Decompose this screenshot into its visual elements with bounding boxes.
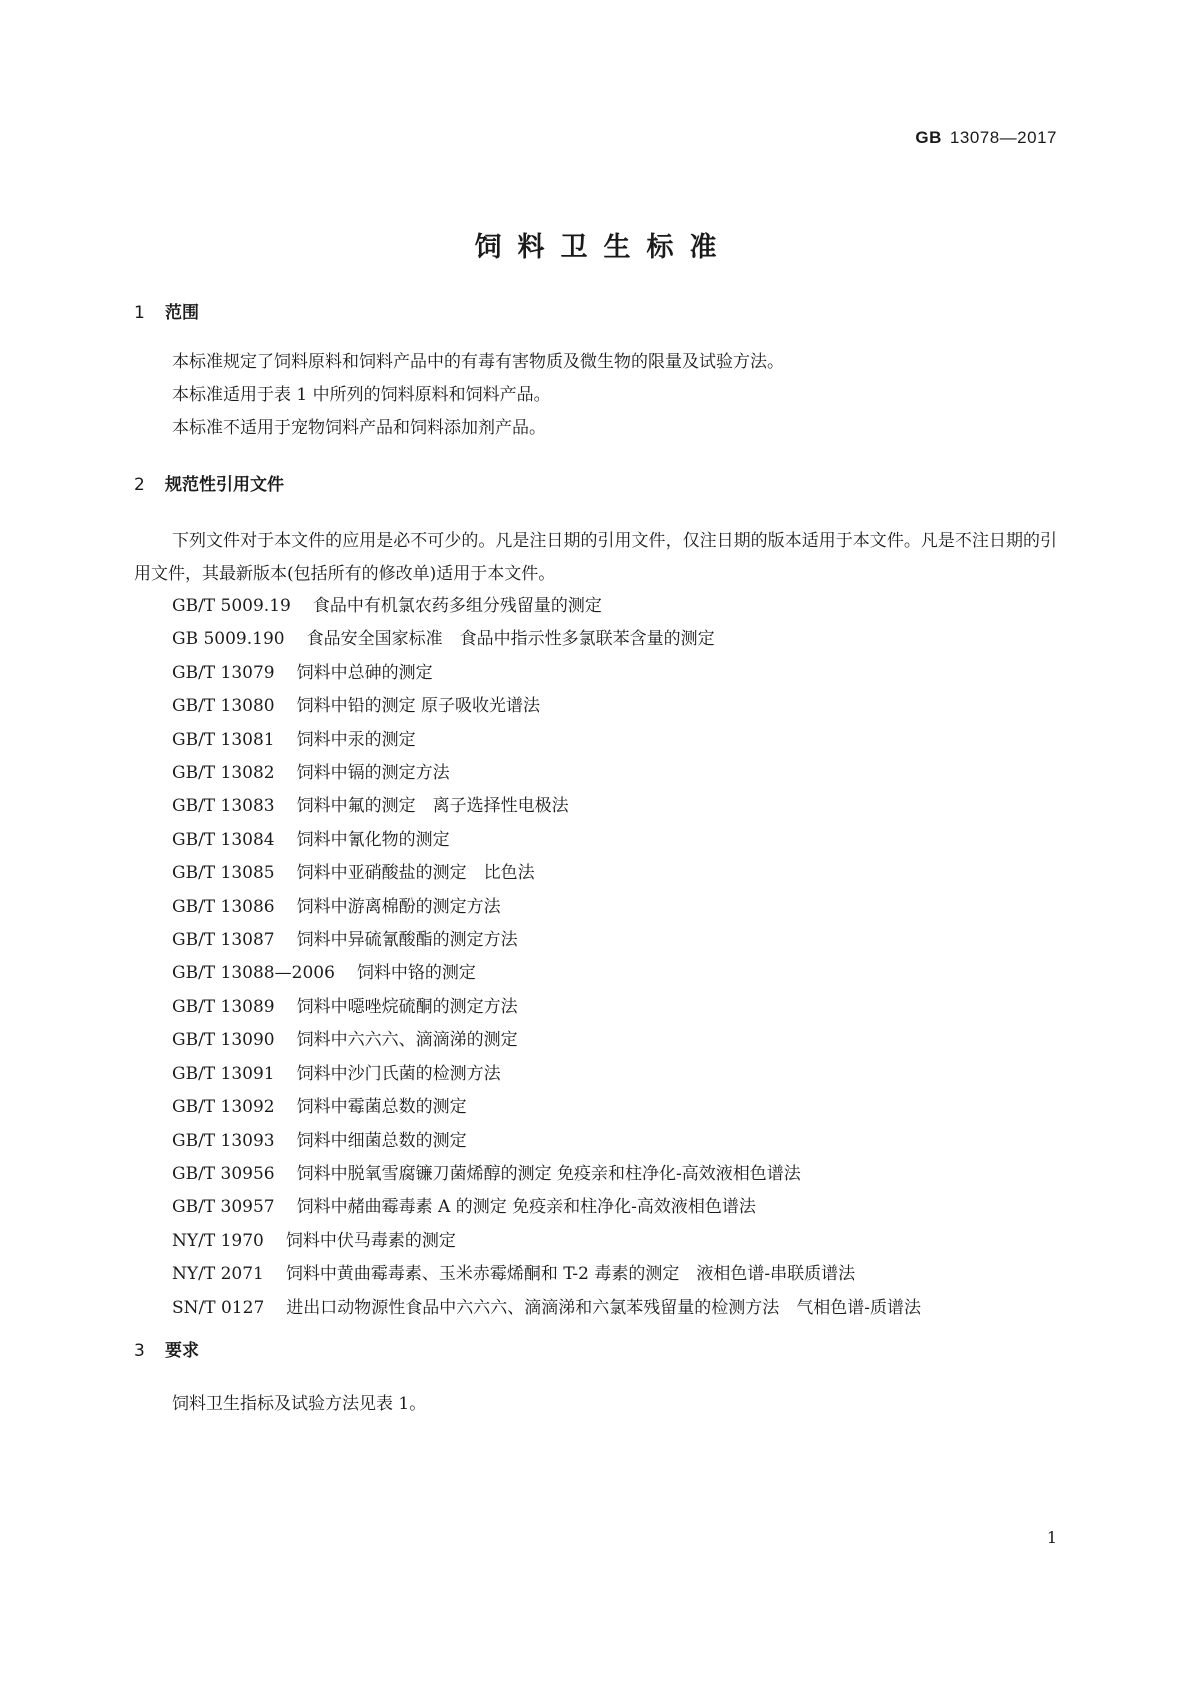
reference-code: NY/T 1970 xyxy=(172,1230,264,1251)
reference-title: 饲料中霉菌总数的测定 xyxy=(296,1097,467,1118)
standard-code-prefix: GB xyxy=(915,128,942,147)
section-title: 范围 xyxy=(165,303,199,323)
reference-title: 进出口动物源性食品中六六六、滴滴涕和六氯苯残留量的检测方法 气相色谱-质谱法 xyxy=(286,1297,922,1318)
section-number: 2 xyxy=(134,475,145,495)
reference-item xyxy=(134,1125,1057,1158)
reference-item xyxy=(134,824,1057,857)
reference-title: 饲料中赭曲霉毒素 A 的测定 免疫亲和柱净化-高效液相色谱法 xyxy=(296,1197,756,1218)
reference-title: 饲料中汞的测定 xyxy=(296,729,416,750)
reference-item xyxy=(134,790,1057,823)
reference-title: 饲料中游离棉酚的测定方法 xyxy=(296,896,501,917)
reference-item xyxy=(134,1292,1057,1325)
reference-code: GB/T 13091 xyxy=(172,1063,275,1084)
section-number: 1 xyxy=(134,303,145,323)
reference-title: 饲料中黄曲霉毒素、玉米赤霉烯酮和 T-2 毒素的测定 液相色谱-串联质谱法 xyxy=(285,1264,856,1285)
scope-body xyxy=(134,346,1057,445)
reference-list xyxy=(134,590,1057,1325)
reference-title: 食品中有机氯农药多组分残留量的测定 xyxy=(312,596,602,616)
reference-item xyxy=(134,623,1057,656)
requirements-body xyxy=(134,1388,1057,1421)
reference-title: 饲料中氰化物的测定 xyxy=(296,829,450,850)
standard-code-number: 13078—2017 xyxy=(949,128,1057,147)
reference-item xyxy=(134,1091,1057,1124)
reference-title: 饲料中伏马毒素的测定 xyxy=(285,1230,456,1251)
scope-paragraph: 本标准规定了饲料原料和饲料产品中的有毒有害物质及微生物的限量及试验方法。 xyxy=(172,352,784,372)
reference-code: NY/T 2071 xyxy=(172,1264,264,1285)
reference-item xyxy=(134,924,1057,957)
reference-code: GB/T 13085 xyxy=(172,863,275,884)
reference-item xyxy=(134,657,1057,690)
reference-code: GB/T 5009.19 xyxy=(172,596,291,616)
reference-item xyxy=(134,991,1057,1024)
reference-item xyxy=(134,957,1057,990)
section-3-heading xyxy=(134,1336,199,1361)
reference-title: 饲料中六六六、滴滴涕的测定 xyxy=(296,1030,518,1051)
document-title: 饲料卫生标准 xyxy=(474,232,733,263)
section-title: 规范性引用文件 xyxy=(165,475,284,495)
reference-item xyxy=(134,857,1057,890)
requirements-paragraph: 饲料卫生指标及试验方法见表 1。 xyxy=(172,1394,427,1414)
reference-item xyxy=(134,891,1057,924)
reference-code: GB/T 13087 xyxy=(172,930,275,951)
reference-title: 饲料中铬的测定 xyxy=(356,963,476,984)
reference-code: GB/T 13081 xyxy=(172,729,275,750)
section-2-heading xyxy=(134,470,284,495)
reference-title: 饲料中沙门氏菌的检测方法 xyxy=(296,1063,501,1084)
section-number: 3 xyxy=(134,1341,145,1361)
reference-code: SN/T 0127 xyxy=(172,1297,265,1318)
reference-code: GB/T 13089 xyxy=(172,996,275,1017)
scope-paragraph: 本标准不适用于宠物饲料产品和饲料添加剂产品。 xyxy=(172,418,546,438)
page-number: 1 xyxy=(1046,1528,1057,1547)
section-1-heading xyxy=(134,298,199,323)
reference-item xyxy=(134,1024,1057,1057)
reference-title: 饲料中亚硝酸盐的测定 比色法 xyxy=(296,863,535,884)
reference-item xyxy=(134,590,1057,623)
reference-code: GB/T 13088—2006 xyxy=(172,963,335,984)
normative-intro xyxy=(134,525,1057,591)
reference-title: 食品安全国家标准 食品中指示性多氯联苯含量的测定 xyxy=(306,629,715,650)
reference-code: GB/T 13093 xyxy=(172,1130,275,1151)
reference-title: 饲料中细菌总数的测定 xyxy=(296,1130,467,1151)
reference-title: 饲料中脱氧雪腐镰刀菌烯醇的测定 免疫亲和柱净化-高效液相色谱法 xyxy=(296,1163,801,1184)
normative-intro-paragraph: 下列文件对于本文件的应用是必不可少的。凡是注日期的引用文件，仅注日期的版本适用于本文件。凡是不注日期的引用文件，其最新版本(包括所有的修改单)适用于本文件。 xyxy=(134,531,1057,584)
reference-item xyxy=(134,1258,1057,1291)
reference-item xyxy=(134,690,1057,723)
reference-code: GB/T 30957 xyxy=(172,1197,275,1218)
reference-item xyxy=(134,757,1057,790)
reference-item xyxy=(134,724,1057,757)
reference-item xyxy=(134,1225,1057,1258)
reference-title: 饲料中镉的测定方法 xyxy=(296,763,450,784)
reference-title: 饲料中铅的测定 原子吸收光谱法 xyxy=(296,696,541,717)
reference-code: GB/T 13083 xyxy=(172,796,275,817)
reference-title: 饲料中异硫氰酸酯的测定方法 xyxy=(296,930,518,951)
reference-code: GB/T 13090 xyxy=(172,1030,275,1051)
reference-title: 饲料中氟的测定 离子选择性电极法 xyxy=(296,796,569,817)
reference-code: GB/T 13084 xyxy=(172,829,275,850)
reference-item xyxy=(134,1058,1057,1091)
reference-code: GB/T 13079 xyxy=(172,662,275,683)
scope-paragraph: 本标准适用于表 1 中所列的饲料原料和饲料产品。 xyxy=(172,385,551,405)
reference-title: 饲料中总砷的测定 xyxy=(296,662,433,683)
reference-code: GB/T 13086 xyxy=(172,896,275,917)
reference-item xyxy=(134,1158,1057,1191)
reference-code: GB/T 13080 xyxy=(172,696,275,717)
reference-title: 饲料中噁唑烷硫酮的测定方法 xyxy=(296,996,518,1017)
reference-item xyxy=(134,1191,1057,1224)
standard-code xyxy=(915,128,1057,148)
reference-code: GB 5009.190 xyxy=(172,629,285,650)
reference-code: GB/T 13092 xyxy=(172,1097,275,1118)
reference-code: GB/T 30956 xyxy=(172,1163,275,1184)
section-title: 要求 xyxy=(165,1341,199,1361)
reference-code: GB/T 13082 xyxy=(172,763,275,784)
